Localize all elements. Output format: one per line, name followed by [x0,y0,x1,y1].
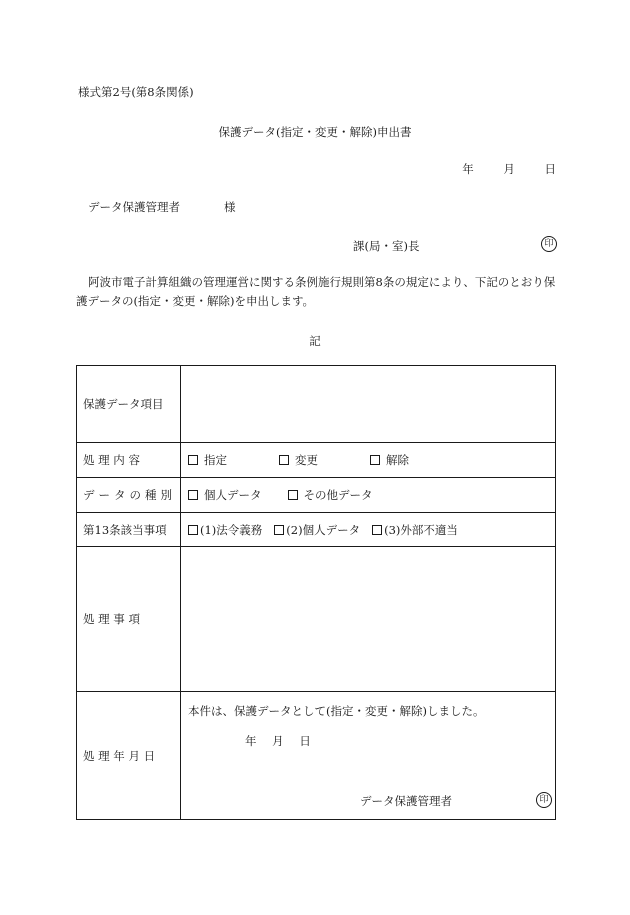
checkbox-change[interactable]: 変更 [279,452,318,468]
ki-heading: 記 [309,334,321,348]
label-article13: 第13条該当事項 [77,513,181,546]
row-protected-data-item [77,366,555,442]
form-number: 様式第2号(第8条関係) [78,85,194,99]
row-article13 [77,512,555,546]
processing-items-field[interactable] [181,547,555,691]
addressee-honorific: 様 [224,200,236,214]
processing-content-options [181,443,555,477]
protected-data-item-field[interactable] [181,366,555,442]
completion-year: 年 [245,734,257,748]
processing-date-cell [181,692,555,819]
checkbox-external-inappropriate[interactable]: (3)外部不適当 [372,522,458,538]
checkbox-release[interactable]: 解除 [370,452,409,468]
label-processing-items: 処 理 事 項 [77,547,181,691]
row-data-type [77,477,555,512]
date-line [462,161,556,177]
signer-label: データ保護管理者 [360,794,452,808]
page-title: 保護データ(指定・変更・解除)申出書 [218,125,412,139]
completion-date [245,733,323,749]
seal-stamp-2: 印 [536,792,552,808]
label-protected-data-item: 保護データ項目 [77,366,181,442]
label-processing-date: 処 理 年 月 日 [77,692,181,819]
completion-day: 日 [299,734,311,748]
addressee [88,199,236,215]
row-processing-date [77,691,555,819]
date-year: 年 [462,162,474,176]
checkbox-other-data[interactable]: その他データ [288,487,373,503]
seal-stamp: 印 [541,236,557,252]
application-table [76,365,556,820]
checkbox-personal-data[interactable]: 個人データ [188,487,262,503]
article13-options [181,513,555,546]
completion-month: 月 [272,734,284,748]
completion-statement: 本件は、保護データとして(指定・変更・解除)しました。 [188,704,485,718]
department-head: 課(局・室)長 [353,239,420,253]
checkbox-designate[interactable]: 指定 [188,452,227,468]
label-processing-content: 処 理 内 容 [77,443,181,477]
row-processing-content [77,442,555,477]
checkbox-legal-obligation[interactable]: (1)法令義務 [188,522,262,538]
checkbox-personal-data-2[interactable]: (2)個人データ [274,522,360,538]
data-type-options [181,478,555,512]
addressee-name: データ保護管理者 [88,200,180,214]
body-text: 阿波市電子計算組織の管理運営に関する条例施行規則第8条の規定により、下記のとおり保護データの(指定・変更・解除)を申出します。 [76,275,556,308]
label-data-type: データの種別 [77,478,181,512]
row-processing-items [77,546,555,691]
date-day: 日 [544,162,556,176]
date-month: 月 [503,162,515,176]
